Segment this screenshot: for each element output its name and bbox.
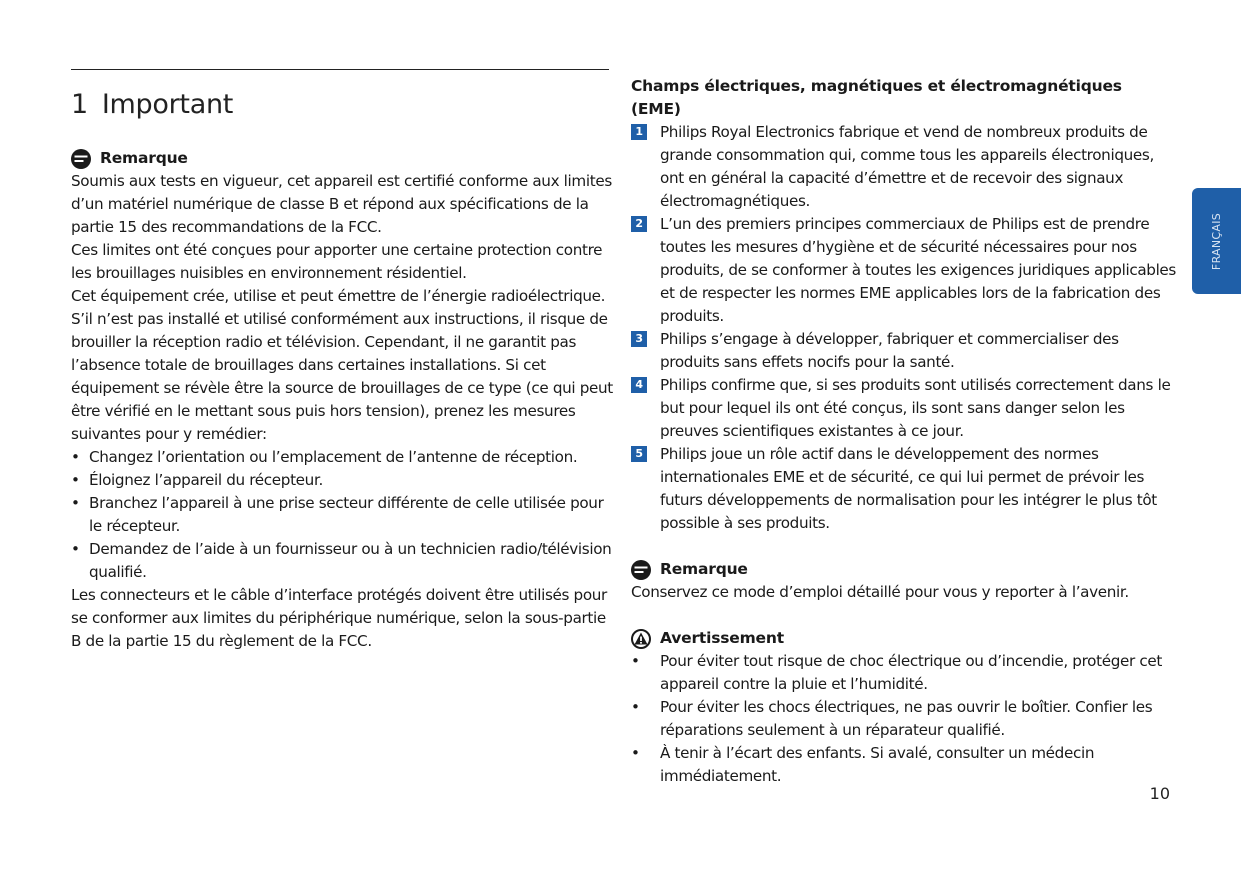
warning-heading [631,627,1176,650]
list-item: • À tenir à l’écart des enfants. Si avalé, consulter un médecin immédiatement. [631,742,1176,788]
list-item: • Pour éviter les chocs électriques, ne pas ouvrir le boîtier. Confier les réparations seulement à un réparateur qualifié. [631,696,1176,742]
note-heading-text: Remarque [660,560,748,578]
number-badge: 3 [631,331,647,347]
list-item [631,374,1176,443]
list-item [631,443,1176,535]
list-item [631,328,1176,374]
list-item: • Demandez de l’aide à un fournisseur ou à un technicien radio/télévision qualifié. [71,538,616,584]
list-item-text: Philips confirme que, si ses produits sont utilisés correctement dans le but pour lequel ils ont été conçus, ils sont sans danger selon les preuves scientifiques existantes à ce jour. [660,376,1171,440]
list-item-text: L’un des premiers principes commerciaux de Philips est de prendre toutes les mesures d’hygiène et de sécurité nécessaires pour nos produits, de se conformer à toutes les exigences juridiques applicables et de respecter les normes EME applicables lors de la fabrication des produits. [660,215,1176,325]
list-item-text: Philips s’engage à développer, fabriquer et commercialiser des produits sans effets nocifs pour la santé. [660,330,1119,371]
eme-list [631,121,1176,535]
section-number: 1 [71,89,88,120]
note-body [631,581,1176,604]
left-column [71,85,616,653]
note-heading [71,147,616,170]
warning-body [631,650,1176,788]
warning-list [631,650,1176,788]
right-column [631,75,1176,788]
remedy-list [71,446,616,584]
note-body [71,170,616,653]
eme-heading: Champs électriques, magnétiques et électromagnétiques (EME) [631,77,1122,118]
paragraph: Conservez ce mode d’emploi détaillé pour vous y reporter à l’avenir. [631,583,1129,601]
list-item [631,121,1176,213]
warning-heading-text: Avertissement [660,629,784,647]
list-item: • Éloignez l’appareil du récepteur. [71,469,616,492]
page-number: 10 [1149,784,1170,803]
list-item [631,213,1176,328]
paragraph: Soumis aux tests en vigueur, cet appareil est certifié conforme aux limites d’un matériel numérique de classe B et répond aux spécifications de la partie 15 des recommandations de la FCC. [71,172,612,236]
language-tab-label: FRANÇAIS [1210,212,1223,270]
note-heading-text: Remarque [100,149,188,167]
language-tab[interactable] [1192,188,1241,294]
list-item: • Branchez l’appareil à une prise secteur différente de celle utilisée pour le récepteur. [71,492,616,538]
paragraph: Cet équipement crée, utilise et peut émettre de l’énergie radioélectrique. S’il n’est pas installé et utilisé conformément aux instructions, il risque de brouiller la réception radio et télévision. Cependant, il ne garantit pas l’absence totale de brouillages dans certaines installations. Si cet équipement se révèle être la source de brouillages de ce type (ce qui peut être vérifié en le mettant sous puis hors tension), prenez les mesures suivantes pour y remédier: [71,287,613,443]
number-badge: 4 [631,377,647,393]
number-badge: 1 [631,124,647,140]
warning-icon [631,629,651,649]
list-item-text: Philips joue un rôle actif dans le développement des normes internationales EME et de sécurité, ce qui lui permet de prévoir les futurs développements de normalisation pour les intégrer le plus tôt possible à ses produits. [660,445,1157,532]
number-badge: 2 [631,216,647,232]
header-rule [71,69,609,70]
section-title [71,85,616,125]
note-heading [631,558,1176,581]
paragraph: Ces limites ont été conçues pour apporter une certaine protection contre les brouillages nuisibles en environnement résidentiel. [71,241,603,282]
paragraph: Les connecteurs et le câble d’interface protégés doivent être utilisés pour se conformer aux limites du périphérique numérique, selon la sous-partie B de la partie 15 du règlement de la FCC. [71,586,607,650]
list-item: • Changez l’orientation ou l’emplacement de l’antenne de réception. [71,446,616,469]
note-icon [631,560,651,580]
number-badge: 5 [631,446,647,462]
note-icon [71,149,91,169]
list-item: • Pour éviter tout risque de choc électrique ou d’incendie, protéger cet appareil contre la pluie et l’humidité. [631,650,1176,696]
list-item-text: Philips Royal Electronics fabrique et vend de nombreux produits de grande consommation qui, comme tous les appareils électroniques, ont en général la capacité d’émettre et de recevoir des signaux électromagnétiques. [660,123,1154,210]
section-title-text: Important [101,89,234,120]
